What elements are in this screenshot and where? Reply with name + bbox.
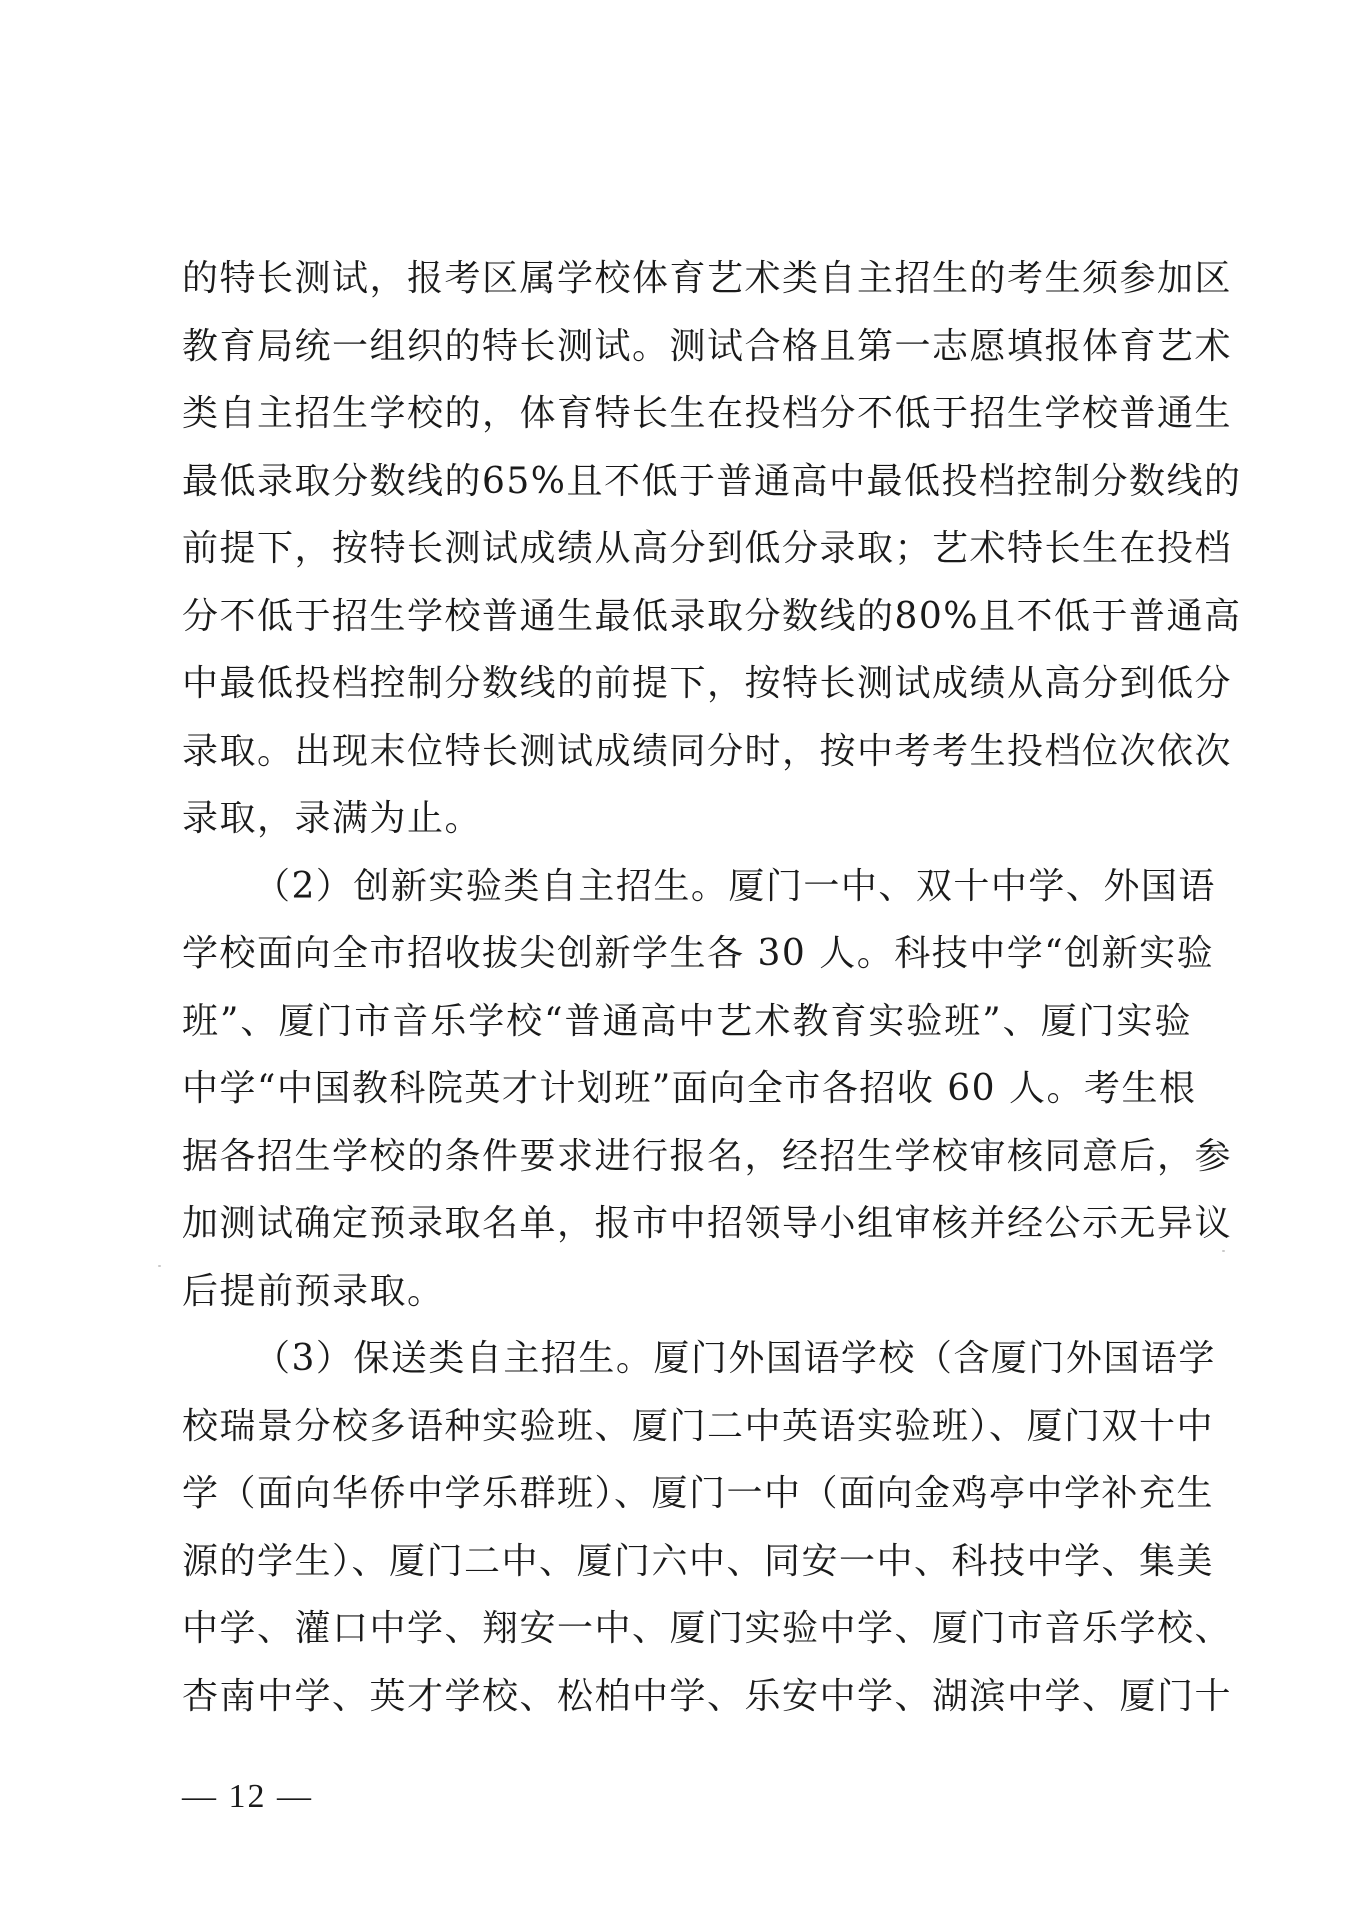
text-line: 录取。出现末位特长测试成绩同分时，按中考考生投档位次依次 <box>182 730 1233 772</box>
text-line: 教育局统一组织的特长测试。测试合格且第一志愿填报体育艺术 <box>182 325 1233 367</box>
text-line: 分不低于招生学校普通生最低录取分数线的80%且不低于普通高 <box>182 595 1242 637</box>
text-line: 中学“中国教科院英才计划班”面向全市各招收 60 人。考生根 <box>182 1068 1197 1109</box>
text-line: 录取，录满为止。 <box>182 798 483 839</box>
text-line: 杏南中学、英才学校、松柏中学、乐安中学、湖滨中学、厦门十 <box>182 1675 1233 1717</box>
text-line: 中最低投档控制分数线的前提下，按特长测试成绩从高分到低分 <box>182 663 1233 704</box>
body-text <box>182 245 1242 1730</box>
page-number: — 12 — <box>182 1778 313 1815</box>
scan-speck <box>1222 1250 1225 1252</box>
text-line: 据各招生学校的条件要求进行报名，经招生学校审核同意后，参 <box>182 1135 1233 1177</box>
text-line: 加测试确定预录取名单，报市中招领导小组审核并经公示无异议 <box>182 1203 1233 1244</box>
scan-speck <box>158 1265 161 1267</box>
text-line: 类自主招生学校的，体育特长生在投档分不低于招生学校普通生 <box>182 393 1233 434</box>
text-line: 最低录取分数线的65%且不低于普通高中最低投档控制分数线的 <box>182 460 1242 502</box>
text-line: 学（面向华侨中学乐群班）、厦门一中（面向金鸡亭中学补充生 <box>182 1473 1215 1514</box>
text-line: 源的学生）、厦门二中、厦门六中、同安一中、科技中学、集美 <box>182 1540 1215 1582</box>
text-line: （2）创新实验类自主招生。厦门一中、双十中学、外国语 <box>254 865 1216 907</box>
text-line: 校瑞景分校多语种实验班、厦门二中英语实验班）、厦门双十中 <box>182 1405 1215 1447</box>
text-line: 学校面向全市招收拔尖创新学生各 30 人。科技中学“创新实验 <box>182 933 1215 974</box>
text-line: 中学、灌口中学、翔安一中、厦门实验中学、厦门市音乐学校、 <box>182 1608 1233 1649</box>
text-line: （3）保送类自主招生。厦门外国语学校（含厦门外国语学 <box>254 1338 1216 1379</box>
text-line: 的特长测试，报考区属学校体育艺术类自主招生的考生须参加区 <box>182 258 1233 299</box>
text-line: 后提前预录取。 <box>182 1270 445 1312</box>
text-line: 前提下，按特长测试成绩从高分到低分录取；艺术特长生在投档 <box>182 528 1233 569</box>
text-line: 班”、厦门市音乐学校“普通高中艺术教育实验班”、厦门实验 <box>182 1000 1192 1042</box>
